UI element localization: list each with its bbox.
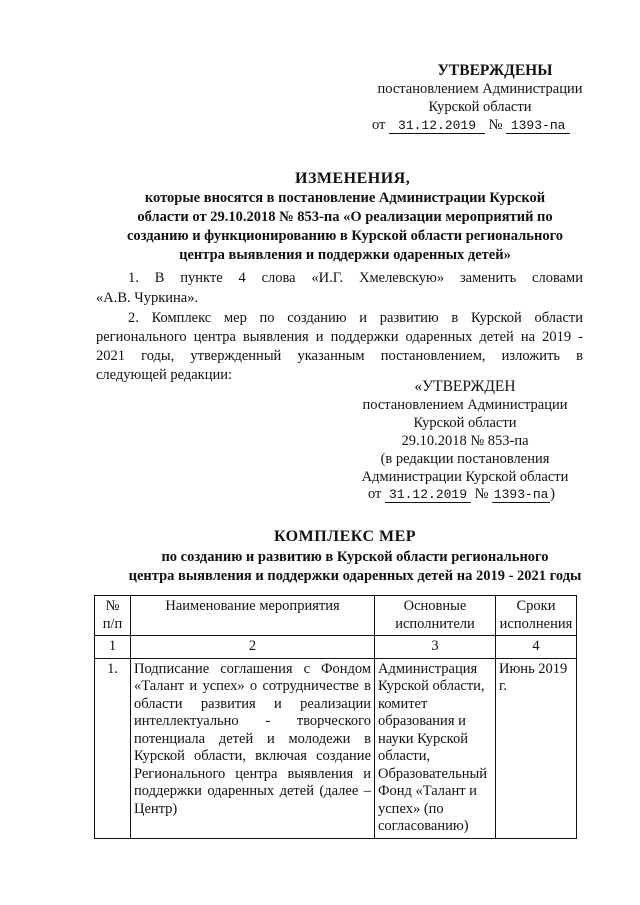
column-number: 1 — [95, 636, 131, 659]
approved2-date: 31.12.2019 — [385, 488, 471, 503]
column-number: 2 — [131, 636, 375, 659]
header-deadline: Сроки исполнения — [496, 596, 577, 636]
approved2-date-line — [368, 486, 608, 503]
changes-line2: области от 29.10.2018 № 853-па «О реализации мероприятий по — [137, 209, 553, 225]
table-row — [95, 658, 577, 838]
paragraph2-line2: регионального центра выявления и поддержки одаренных детей на 2019 - — [96, 329, 583, 345]
approved2-from-label: от — [368, 486, 382, 502]
changes-line1: которые вносятся в постановление Администрации Курской — [144, 190, 546, 206]
approved2-close: ) — [550, 486, 555, 502]
paragraph2-line1: 2. Комплекс мер по созданию и развитию в Курской области — [128, 310, 583, 326]
approved2-line1: постановлением Администрации — [362, 397, 568, 413]
approval-title: УТВЕРЖДЕНЫ — [437, 62, 553, 79]
paragraph2-line3: 2021 годы, утвержденный указанным постановлением, изложить в — [96, 348, 583, 364]
changes-heading: ИЗМЕНЕНИЯ, — [295, 170, 411, 187]
row-num: 1. — [95, 658, 131, 838]
column-number: 4 — [496, 636, 577, 659]
approved2-line4: (в редакции постановления — [380, 451, 550, 467]
row-executors: Администрация Курской области, комитет образования и науки Курской области, Образовательный Фонд «Талант и успех» (по согласованию) — [375, 658, 496, 838]
approved2-line3: 29.10.2018 № 853-па — [401, 433, 529, 449]
table-column-numbers-row — [95, 636, 577, 659]
approval-number-label: № — [488, 117, 503, 133]
header-num: № п/п — [95, 596, 131, 636]
paragraph1-line2: «А.В. Чуркина». — [96, 290, 199, 306]
paragraph2-line4: следующей редакции: — [96, 367, 233, 383]
approval-number: 1393-па — [506, 119, 570, 134]
approved2-number: 1393-па — [493, 487, 549, 502]
approval-line2: Курской области — [428, 99, 532, 115]
header-executors: Основные исполнители — [375, 596, 496, 636]
paragraph1-line1: 1. В пункте 4 слова «И.Г. Хмелевскую» заменить словами — [128, 270, 583, 286]
header-name: Наименование мероприятия — [131, 596, 375, 636]
approved2-title: «УТВЕРЖДЕН — [414, 378, 516, 395]
complex-line2: центра выявления и поддержки одаренных детей на 2019 - 2021 годы — [128, 568, 582, 584]
column-number: 3 — [375, 636, 496, 659]
measures-table — [94, 595, 577, 839]
approval-line1: постановлением Администрации — [377, 81, 583, 97]
approval-date: 31.12.2019 — [389, 119, 485, 134]
approval-from-label: от — [372, 117, 386, 133]
approved2-line5: Администрации Курской области — [361, 469, 569, 485]
complex-heading: КОМПЛЕКС МЕР — [273, 528, 417, 545]
row-deadline: Июнь 2019 г. — [496, 658, 577, 838]
changes-line4: центра выявления и поддержки одаренных детей» — [179, 247, 511, 263]
complex-line1: по созданию и развитию в Курской области регионального — [161, 549, 549, 565]
approved2-number-label: № — [474, 486, 489, 502]
row-name: Подписание соглашения с Фондом «Талант и успех» о сотрудничестве в области развития и реализации интеллектуально - творческого потенциала детей и молодежи в Курской области, включая создание Регионального центра выявления и поддержки одаренных детей (далее – Центр) — [131, 658, 375, 838]
approval-date-line — [372, 117, 612, 134]
table-header-row — [95, 596, 577, 636]
changes-line3: созданию и функционированию в Курской области регионального — [126, 228, 564, 244]
approved2-line2: Курской области — [413, 415, 517, 431]
